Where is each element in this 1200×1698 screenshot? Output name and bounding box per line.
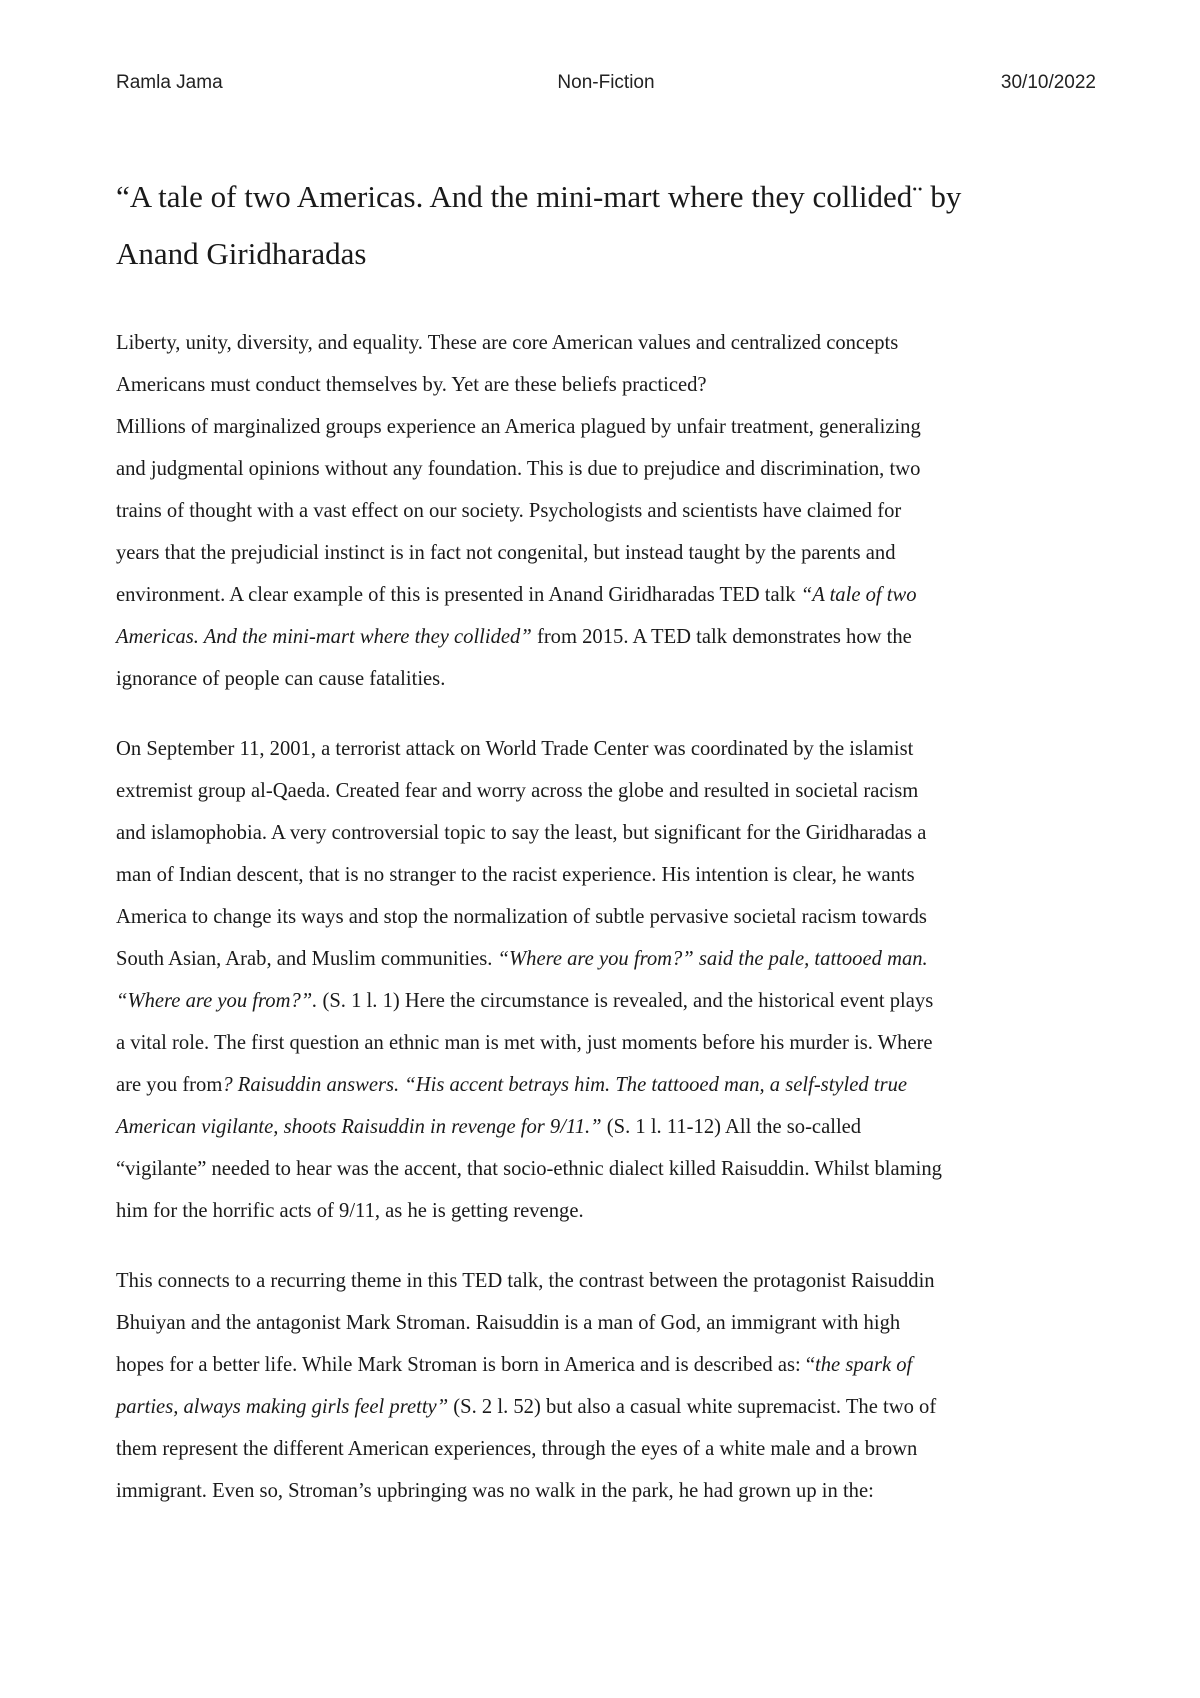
text-line [116, 490, 1096, 532]
text-segment: South Asian, Arab, and Muslim communities. [116, 948, 498, 970]
text-line [116, 448, 1096, 490]
quoted-text: American vigilante, shoots Raisuddin in revenge for 9/11.” [116, 1116, 602, 1138]
text-segment: hopes for a better life. While Mark Stroman is born in America and is described as: “ [116, 1354, 816, 1376]
text-line [116, 616, 1096, 658]
quoted-text: the spark of [815, 1354, 913, 1376]
text-segment: them represent the different American experiences, through the eyes of a white male and a brown [116, 1438, 918, 1460]
author-name: Ramla Jama [116, 72, 223, 93]
title-line-1: “A tale of two Americas. And the mini-mart where they collided¨ by [116, 179, 962, 214]
paragraph-spacer [116, 700, 1096, 728]
text-segment: Liberty, unity, diversity, and equality. These are core American values and centralized concepts [116, 332, 899, 354]
page-header [116, 72, 1096, 102]
text-segment: environment. A clear example of this is presented in Anand Giridharadas TED talk [116, 584, 801, 606]
paragraph [116, 322, 1096, 700]
text-line [116, 1106, 1096, 1148]
title-line-2: Anand Giridharadas [116, 236, 367, 271]
text-line [116, 1148, 1096, 1190]
text-line [116, 574, 1096, 616]
text-line [116, 1344, 1096, 1386]
quoted-text: parties, always making girls feel pretty” [116, 1396, 449, 1418]
text-line [116, 322, 1096, 364]
text-segment: “vigilante” needed to hear was the accent, that socio-ethnic dialect killed Raisuddin. Whilst blaming [116, 1158, 942, 1180]
text-segment: man of Indian descent, that is no stranger to the racist experience. His intention is clear, he wants [116, 864, 915, 886]
quoted-text: Americas. And the mini-mart where they collided” [116, 626, 532, 648]
document-title [116, 168, 1096, 282]
text-segment: (S. 1 l. 1) Here the circumstance is revealed, and the historical event plays [317, 990, 934, 1012]
quoted-text: “Where are you from?”. [116, 990, 318, 1012]
text-segment: Americans must conduct themselves by. Yet are these beliefs practiced? [116, 374, 707, 396]
quoted-text: “Where are you from?” said the pale, tattooed man. [497, 948, 928, 970]
text-segment: On September 11, 2001, a terrorist attack on World Trade Center was coordinated by the islamist [116, 738, 914, 760]
text-segment: (S. 2 l. 52) but also a casual white supremacist. The two of [448, 1396, 937, 1418]
quoted-text: “A tale of two [800, 584, 917, 606]
text-line [116, 896, 1096, 938]
text-segment: and judgmental opinions without any foundation. This is due to prejudice and discrimination, two [116, 458, 921, 480]
text-line [116, 938, 1096, 980]
text-segment: him for the horrific acts of 9/11, as he is getting revenge. [116, 1200, 584, 1222]
text-segment: and islamophobia. A very controversial topic to say the least, but significant for the Giridharadas a [116, 822, 927, 844]
text-line [116, 1302, 1096, 1344]
text-line [116, 812, 1096, 854]
document-category: Non-Fiction [557, 72, 655, 93]
essay-body [116, 322, 1096, 1512]
text-segment: This connects to a recurring theme in this TED talk, the contrast between the protagonist Raisuddin [116, 1270, 935, 1292]
text-segment: from 2015. A TED talk demonstrates how the [531, 626, 912, 648]
text-line [116, 658, 1096, 700]
text-segment: ignorance of people can cause fatalities. [116, 668, 446, 690]
text-segment: Bhuiyan and the antagonist Mark Stroman. Raisuddin is a man of God, an immigrant with high [116, 1312, 901, 1334]
paragraph-spacer [116, 1232, 1096, 1260]
text-line [116, 1022, 1096, 1064]
text-line [116, 532, 1096, 574]
text-line [116, 406, 1096, 448]
text-line [116, 1190, 1096, 1232]
text-segment: immigrant. Even so, Stroman’s upbringing was no walk in the park, he had grown up in the: [116, 1480, 874, 1502]
paragraph [116, 728, 1096, 1232]
text-segment: extremist group al-Qaeda. Created fear and worry across the globe and resulted in societal racism [116, 780, 919, 802]
text-line [116, 1260, 1096, 1302]
text-line [116, 980, 1096, 1022]
text-line [116, 854, 1096, 896]
text-segment: trains of thought with a vast effect on our society. Psychologists and scientists have claimed for [116, 500, 902, 522]
text-segment: are you from [116, 1074, 223, 1096]
text-line [116, 1428, 1096, 1470]
text-line [116, 1386, 1096, 1428]
text-segment: Millions of marginalized groups experience an America plagued by unfair treatment, generalizing [116, 416, 921, 438]
quoted-text: ? Raisuddin answers. “His accent betrays him. The tattooed man, a self-styled true [222, 1074, 908, 1096]
text-segment: years that the prejudicial instinct is in fact not congenital, but instead taught by the parents and [116, 542, 896, 564]
text-segment: (S. 1 l. 11-12) All the so-called [601, 1116, 862, 1138]
text-segment: America to change its ways and stop the normalization of subtle pervasive societal racism towards [116, 906, 927, 928]
text-line [116, 364, 1096, 406]
paragraph [116, 1260, 1096, 1512]
text-segment: a vital role. The first question an ethnic man is met with, just moments before his murder is. Where [116, 1032, 933, 1054]
text-line [116, 770, 1096, 812]
text-line [116, 728, 1096, 770]
document-date: 30/10/2022 [1000, 72, 1096, 93]
text-line [116, 1064, 1096, 1106]
text-line [116, 1470, 1096, 1512]
